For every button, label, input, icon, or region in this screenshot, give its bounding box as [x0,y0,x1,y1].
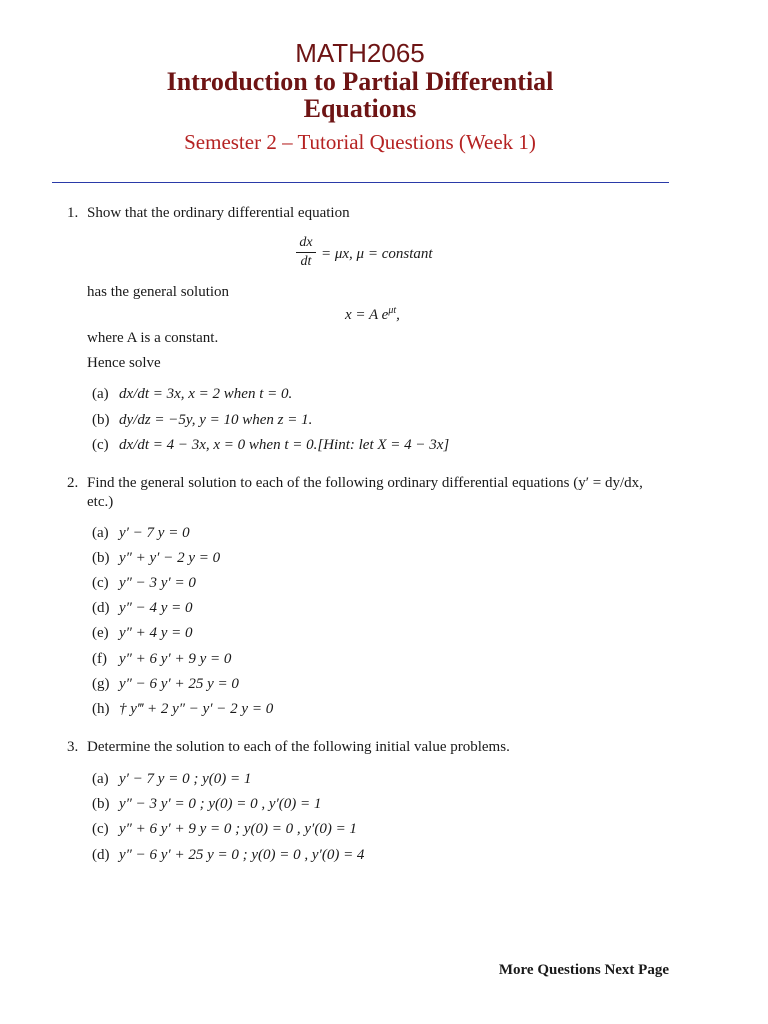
q2-intro-line-2: etc.) [87,494,114,510]
q3-part-text: y′ − 7 y = 0 ; y(0) = 1 [119,771,252,787]
q2-part-label: (f) [92,651,107,667]
q2-number: 2. [67,475,79,491]
q2-intro-line-1: Find the general solution to each of the following ordinary differential equations (y′ = dy/dx, [87,475,643,491]
q1-frac-numerator: dx [299,235,313,250]
q3-intro: Determine the solution to each of the following initial value problems. [87,739,510,755]
q1-solution-equation [345,302,400,324]
q2-part-text: † y‴ + 2 y″ − y′ − 2 y = 0 [119,701,274,717]
q2-part-label: (e) [92,625,109,641]
q2-part-text: y′ − 7 y = 0 [119,525,190,541]
next-page-note: More Questions Next Page [498,962,669,978]
q2-part-label: (c) [92,575,109,591]
q2-part-text: y″ + y′ − 2 y = 0 [119,550,221,566]
q1-intro: Show that the ordinary differential equation [87,205,350,221]
q2-part-text: y″ − 3 y′ = 0 [119,575,196,591]
q2-part-label: (g) [92,676,110,692]
q1-part-label: (a) [92,386,109,402]
q1-frac-denominator: dt [300,254,312,269]
q2-part-label: (a) [92,525,109,541]
q2-part-text: y″ − 4 y = 0 [119,600,193,616]
q1-derivative-fraction [296,235,316,270]
document-subtitle: Semester 2 – Tutorial Questions (Week 1) [184,130,536,154]
q2-part-label: (b) [92,550,110,566]
title-line-1: Introduction to Partial Differential [166,67,554,96]
q1-solution-exponent: μt [388,305,397,316]
header-divider [52,182,669,183]
q1-hence-text: Hence solve [87,355,161,371]
q2-part-text: y″ − 6 y′ + 25 y = 0 [119,676,239,692]
q1-where-text: where A is a constant. [87,330,219,346]
q3-part-label: (b) [92,796,110,812]
q2-part-text: y″ + 6 y′ + 9 y = 0 [119,651,232,667]
q1-part-text: dy/dz = −5y, y = 10 when z = 1. [119,412,313,428]
q1-solution-base: x = A e [345,307,389,323]
document-title [0,68,720,122]
q1-part-label: (b) [92,412,110,428]
q1-part-label: (c) [92,437,109,453]
course-code: MATH2065 [295,38,425,68]
q1-equation-rhs: = μx, μ = constant [321,246,433,262]
q3-number: 3. [67,739,79,755]
q1-frac-bar [296,252,316,253]
q3-part-label: (c) [92,821,109,837]
q2-part-label: (d) [92,600,110,616]
q1-number: 1. [67,205,79,221]
q1-part-text: dx/dt = 4 − 3x, x = 0 when t = 0.[Hint: let X = 4 − 3x] [119,437,450,453]
q2-part-text: y″ + 4 y = 0 [119,625,193,641]
q1-part-text: dx/dt = 3x, x = 2 when t = 0. [119,386,293,402]
title-line-2: Equations [303,94,417,123]
q3-part-text: y″ + 6 y′ + 9 y = 0 ; y(0) = 0 , y′(0) = 1 [119,821,357,837]
q3-part-label: (a) [92,771,109,787]
q1-solution-tail: , [396,307,400,323]
q3-part-text: y″ − 6 y′ + 25 y = 0 ; y(0) = 0 , y′(0) = 4 [119,847,365,863]
q3-part-label: (d) [92,847,110,863]
q3-part-text: y″ − 3 y′ = 0 ; y(0) = 0 , y′(0) = 1 [119,796,322,812]
q1-general-solution-text: has the general solution [87,284,230,300]
q2-part-label: (h) [92,701,110,717]
